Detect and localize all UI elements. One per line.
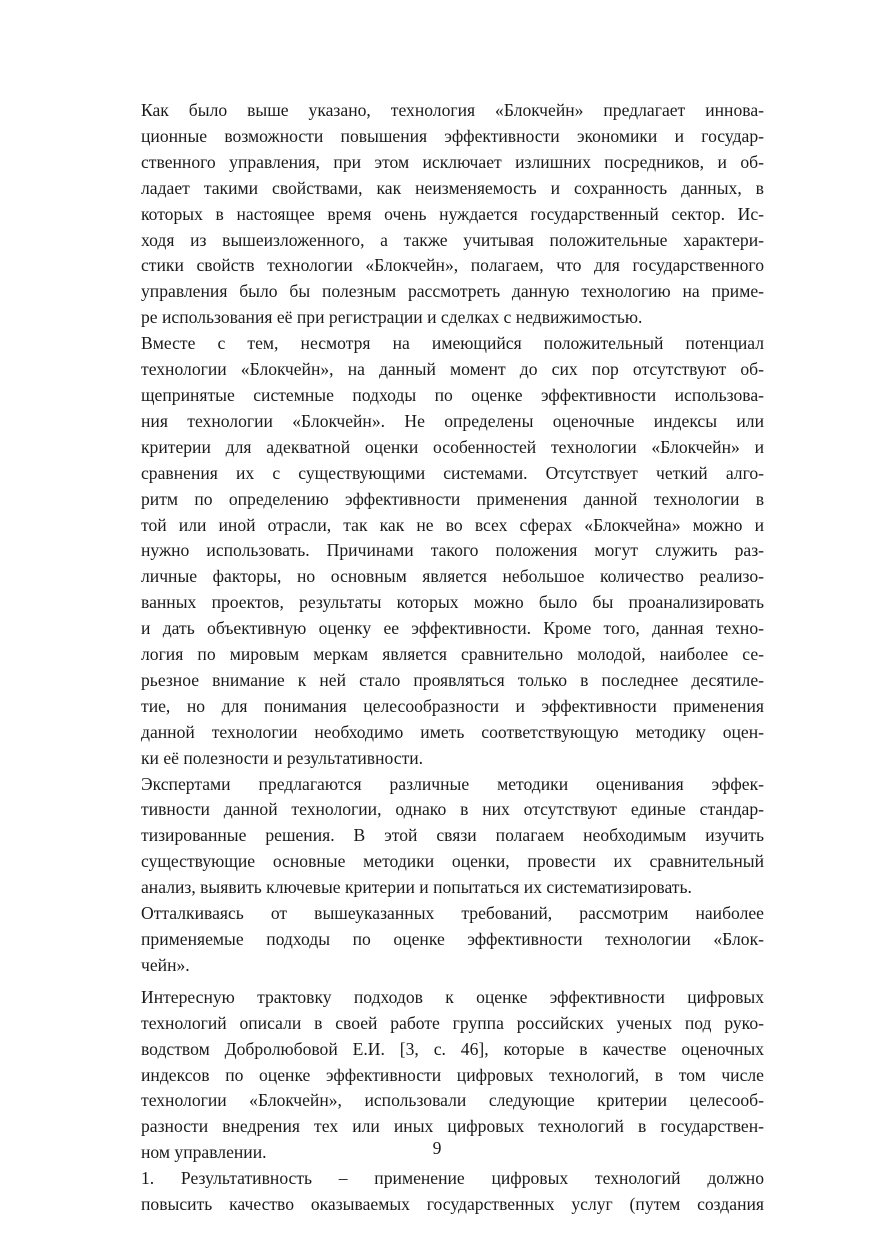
text-line: логия по мировым меркам является сравнительно молодой, наиболее се- [141,644,764,665]
text-line: данной технологии необходимо иметь соответствующую методику оцен- [141,721,764,742]
text-line: повысить качество оказываемых государственных услуг (путем создания [141,1194,764,1215]
text-line: щепринятые системные подходы по оценке эффективности использова- [141,384,764,405]
text-line: водством Добролюбовой Е.И. [3, с. 46], которые в качестве оценочных [141,1038,764,1059]
text-line: Как было выше указано, технология «Блокчейн» предлагает иннова- [141,100,764,120]
text-line: существующие основные методики оценки, провести их сравнительный [141,851,764,872]
text-line: той или иной отрасли, так как не во всех сферах «Блокчейна» можно и [141,514,764,535]
text-line: анализ, выявить ключевые критерии и попытаться их систематизировать. [141,877,692,898]
text-line: ционные возможности повышения эффективности экономики и государ- [141,125,764,146]
text-line: ственного управления, при этом исключает излишних посредников, и об- [141,151,764,172]
text-line: управления было бы полезным рассмотреть данную технологию на приме- [141,281,764,302]
text-line: индексов по оценке эффективности цифровых технологий, в том числе [141,1064,764,1085]
text-line: Отталкиваясь от вышеуказанных требований, рассмотрим наиболее [141,903,764,924]
text-line: ритм по определению эффективности применения данной технологии в [141,488,764,509]
text-line: рьезное внимание к ней стало проявляться только в последнее десятиле- [141,669,764,690]
text-line: Вместе с тем, несмотря на имеющийся положительный потенциал [141,333,764,354]
text-line: тизированные решения. В этой связи полагаем необходимым изучить [141,825,764,846]
text-line: Экспертами предлагаются различные методики оценивания эффек- [141,773,764,794]
document-page [101,98,764,1218]
text-line: ном управлении. [141,1142,267,1163]
text-line: сравнения их с существующими системами. Отсутствует четкий алго- [141,462,764,483]
text-line: технологии «Блокчейн», использовали следующие критерии целесооб- [141,1090,764,1111]
text-line: чейн». [141,954,190,975]
text-line: критерии для адекватной оценки особенностей технологии «Блокчейн» и [141,436,764,457]
text-line: технологии «Блокчейн», на данный момент до сих пор отсутствуют об- [141,359,764,380]
text-line: которых в настоящее время очень нуждается государственный сектор. Ис- [141,203,764,224]
paragraph [101,98,764,331]
paragraph [101,901,764,979]
text-line: тие, но для понимания целесообразности и эффективности применения [141,695,764,716]
paragraph [101,331,764,771]
text-line: Интересную трактовку подходов к оценке эффективности цифровых [141,986,764,1007]
text-line: применяемые подходы по оценке эффективности технологии «Блок- [141,929,764,949]
text-line: ки её полезности и результативности. [141,747,424,768]
text-line: нужно использовать. Причинами такого положения могут служить раз- [141,540,764,561]
text-line: тивности данной технологии, однако в них отсутствуют единые стандар- [141,799,764,820]
paragraph [101,1166,764,1218]
page-number: 9 [432,1138,442,1158]
text-line: разности внедрения тех или иных цифровых технологий в государствен- [141,1116,764,1137]
text-line: технологий описали в своей работе группа российских ученых под руко- [141,1012,764,1033]
text-line: ния технологии «Блокчейн». Не определены оценочные индексы или [141,410,764,431]
body-text [101,98,764,1218]
paragraph [101,772,764,902]
text-line: и дать объективную оценку ее эффективности. Кроме того, данная техно- [141,618,764,639]
text-line: ванных проектов, результаты которых можно было бы проанализировать [141,592,764,613]
text-line: личные факторы, но основным является небольшое количество реализо- [141,566,764,587]
text-line: ладает такими свойствами, как неизменяемость и сохранность данных, в [141,177,764,198]
text-line: ре использования её при регистрации и сделках с недвижимостью. [141,307,643,328]
text-line: 1. Результативность – применение цифровых технологий должно [141,1168,764,1189]
text-line: ходя из вышеизложенного, а также учитывая положительные характери- [141,229,764,250]
text-line: стики свойств технологии «Блокчейн», полагаем, что для государственного [141,255,764,276]
